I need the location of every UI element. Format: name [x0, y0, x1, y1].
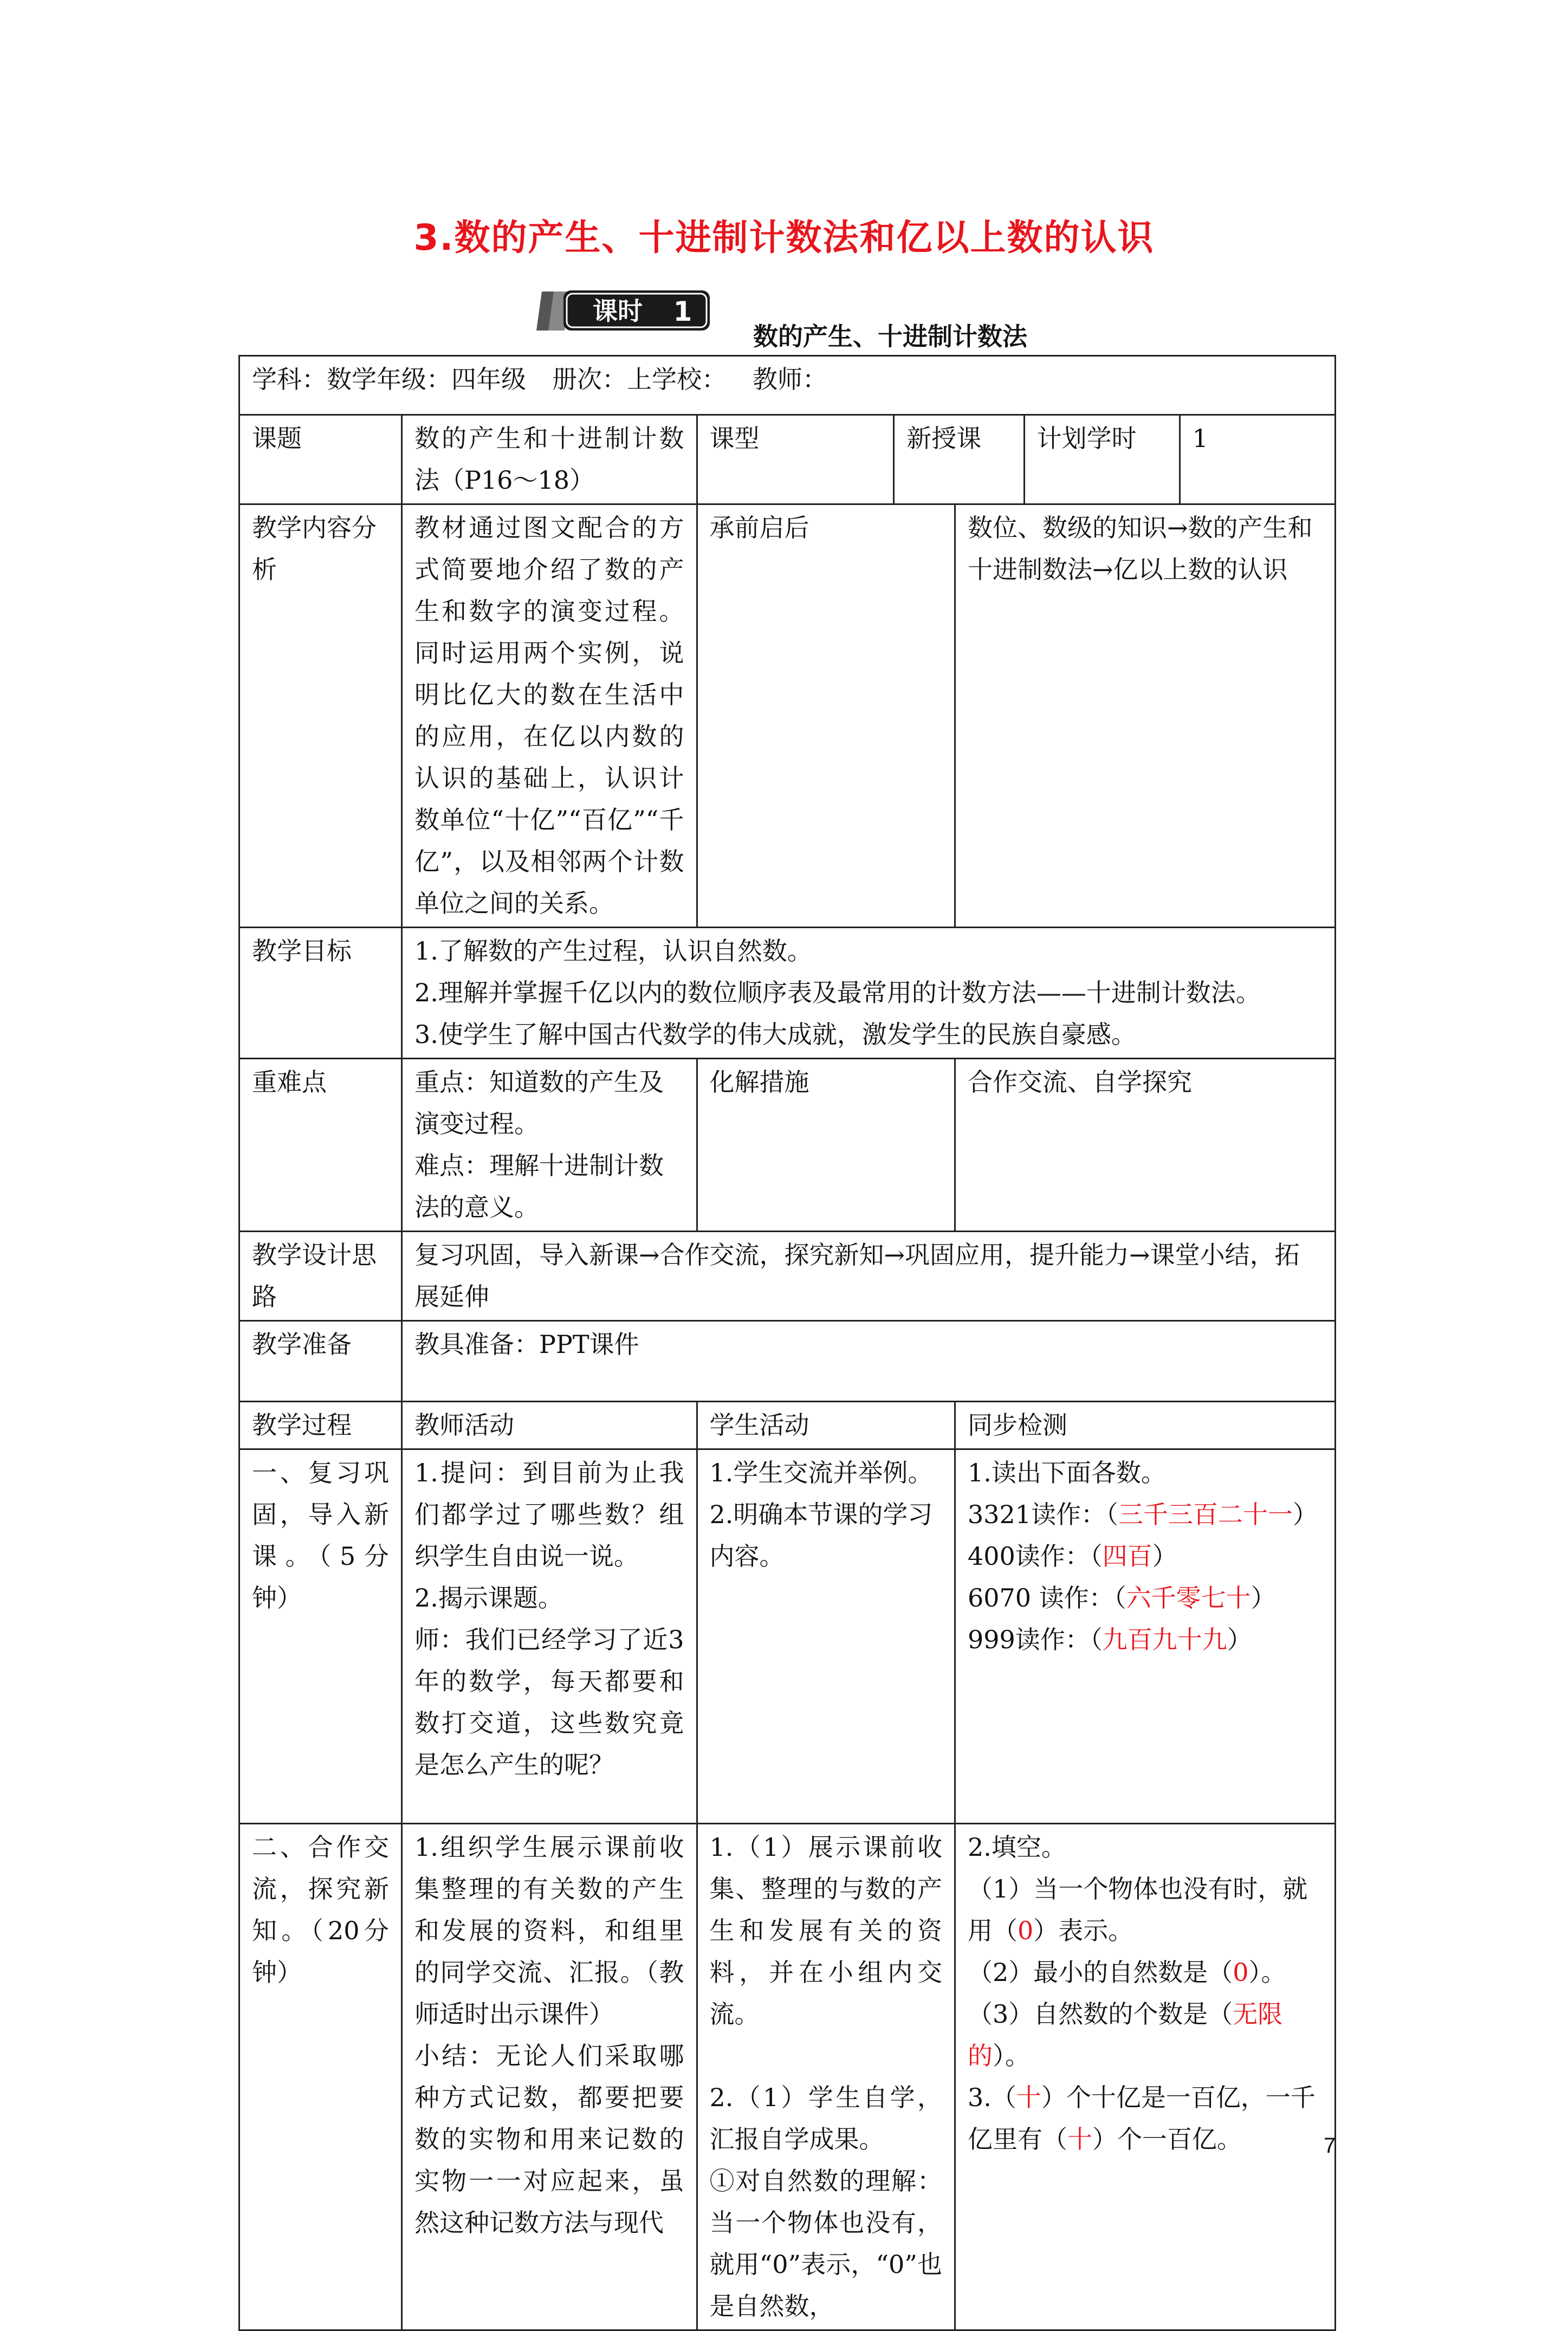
teacher-activity: 1.提问：到目前为止我们都学过了哪些数？组织学生自由说一说。 [414, 1458, 684, 1571]
hours-value: 1 [1192, 424, 1208, 453]
check-item: 3321读作：（三千三百二十一） [967, 1500, 1318, 1529]
lesson-badge-icon [536, 287, 715, 334]
student-activity: 1.（1）展示课前收集、整理的与数的产生和发展有关的资料，并在小组内交流。 [709, 1833, 942, 2029]
content-row [239, 504, 1336, 928]
teacher-text: 教师： [753, 365, 827, 394]
content-label: 教学内容分析 [239, 504, 402, 928]
fill-item: （1）当一个物体也没有时，就用（0）表示。 [967, 1874, 1308, 1945]
key-point: 重点：知道数的产生及演变过程。 [414, 1067, 664, 1138]
page-title: 3.数的产生、十进制计数法和亿以上数的认识 [413, 217, 1155, 258]
page-number: 7 [1324, 2134, 1336, 2158]
topic-value: 数的产生和十进制计数法（P16～18） [401, 415, 697, 504]
type-label: 课型 [697, 415, 894, 504]
teacher-activity: 师：我们已经学习了近3年的数学，每天都要和数打交道，这些数究竟是怎么产生的呢？ [414, 1625, 684, 1779]
process-col-student: 学生活动 [697, 1402, 955, 1449]
link-label: 承前启后 [697, 504, 955, 928]
answer-text: 0 [1017, 1916, 1034, 1945]
goal-item: 1.了解数的产生过程，认识自然数。 [414, 936, 812, 966]
teacher-activity: 2.揭示课题。 [414, 1583, 563, 1613]
lesson-subtitle: 数的产生、十进制计数法 [753, 322, 1027, 351]
subject-text: 学科：数学 [252, 365, 377, 394]
measure-label: 化解措施 [697, 1059, 955, 1232]
fill-item: （3）自然数的个数是（无限的）。 [967, 1999, 1283, 2070]
answer-text: 十 [1016, 2083, 1041, 2112]
topic-row [239, 415, 1336, 504]
answer-text: 三千三百二十一 [1118, 1500, 1293, 1529]
answer-text: 九百九十九 [1102, 1625, 1227, 1654]
prep-label: 教学准备 [239, 1321, 402, 1402]
prep-row [239, 1321, 1336, 1402]
badge-number: 1 [673, 296, 692, 327]
school-text: 学校： [652, 365, 727, 394]
student-activity: ①对自然数的理解：当一个物体也没有，就用“0”表示，“0”也是自然数， [709, 2166, 942, 2321]
prep-text: 教具准备：PPT课件 [401, 1321, 1335, 1402]
check-item: 6070 读作：（六千零七十） [967, 1583, 1276, 1613]
process-col-check: 同步检测 [955, 1402, 1335, 1449]
step2-row [239, 1824, 1336, 2330]
answer-text: 十 [1067, 2125, 1092, 2154]
goals-row [239, 928, 1336, 1059]
answer-text: 六千零七十 [1126, 1583, 1251, 1613]
grade-text: 年级：四年级 [377, 365, 526, 394]
volume-text: 册次：上 [552, 365, 652, 394]
process-col-teacher: 教师活动 [401, 1402, 697, 1449]
fill-item: （2）最小的自然数是（0）。 [967, 1958, 1286, 1987]
type-value: 新授课 [894, 415, 1024, 504]
step1-stage: 一、复习巩固，导入新课。（5分钟） [239, 1449, 402, 1824]
answer-text: 0 [1233, 1958, 1249, 1987]
student-activity: 1.学生交流并举例。 [709, 1458, 933, 1487]
goal-item: 3.使学生了解中国古代数学的伟大成就，激发学生的民族自豪感。 [414, 1020, 1136, 1049]
topic-label: 课题 [239, 415, 402, 504]
measure-value: 合作交流、自学探究 [955, 1059, 1335, 1232]
student-activity: 2.明确本节课的学习内容。 [709, 1500, 933, 1571]
design-label: 教学设计思路 [239, 1232, 402, 1321]
teacher-activity: 1.组织学生展示课前收集整理的有关数的产生和发展的资料，和组里的同学交流、汇报。（教师适时出示课件） [414, 1833, 684, 2029]
content-text: 教材通过图文配合的方式简要地介绍了数的产生和数字的演变过程。同时运用两个实例，说明比亿大的数在生活中的应用，在亿以内数的认识的基础上，认识计数单位“十亿”“百亿”“千亿”，以及相邻两个计数单位之间的关系。 [401, 504, 697, 928]
design-row [239, 1232, 1336, 1321]
process-col-stage: 教学过程 [239, 1402, 402, 1449]
check-item: 400读作：（四百） [967, 1542, 1177, 1571]
hours-label: 计划学时 [1025, 416, 1181, 503]
difficulty-row [239, 1059, 1336, 1232]
info-row [239, 356, 1336, 415]
check-title: 2.填空。 [967, 1833, 1066, 1862]
answer-text: 无限的 [967, 1999, 1283, 2070]
goal-item: 2.理解并掌握千亿以内的数位顺序表及最常用的计数方法——十进制计数法。 [414, 978, 1261, 1007]
step1-row [239, 1449, 1336, 1824]
check-item: 999读作：（九百九十九） [967, 1625, 1252, 1654]
step2-stage: 二、合作交流，探究新知。（20分钟） [239, 1824, 402, 2330]
hard-point: 难点：理解十进制计数法的意义。 [414, 1151, 664, 1222]
student-activity: 2.（1）学生自学，汇报自学成果。 [709, 2083, 942, 2154]
goals-label: 教学目标 [239, 928, 402, 1059]
check-title: 1.读出下面各数。 [967, 1458, 1166, 1487]
design-text: 复习巩固，导入新课→合作交流，探究新知→巩固应用，提升能力→课堂小结，拓展延伸 [401, 1232, 1335, 1321]
process-header-row [239, 1402, 1336, 1449]
badge-label: 课时 [593, 296, 643, 326]
answer-text: 四百 [1102, 1542, 1152, 1571]
teacher-activity: 小结：无论人们采取哪种方式记数，都要把要数的实物和用来记数的实物一一对应起来，虽然这种记数方法与现代 [414, 2041, 684, 2237]
lesson-plan-table [238, 355, 1336, 2331]
link-text: 数位、数级的知识→数的产生和十进制数法→亿以上数的认识 [955, 504, 1335, 928]
difficulty-label: 重难点 [239, 1059, 402, 1232]
fill-item-q3: 3.（十）个十亿是一百亿，一千亿里有（十）个一百亿。 [967, 2083, 1316, 2154]
